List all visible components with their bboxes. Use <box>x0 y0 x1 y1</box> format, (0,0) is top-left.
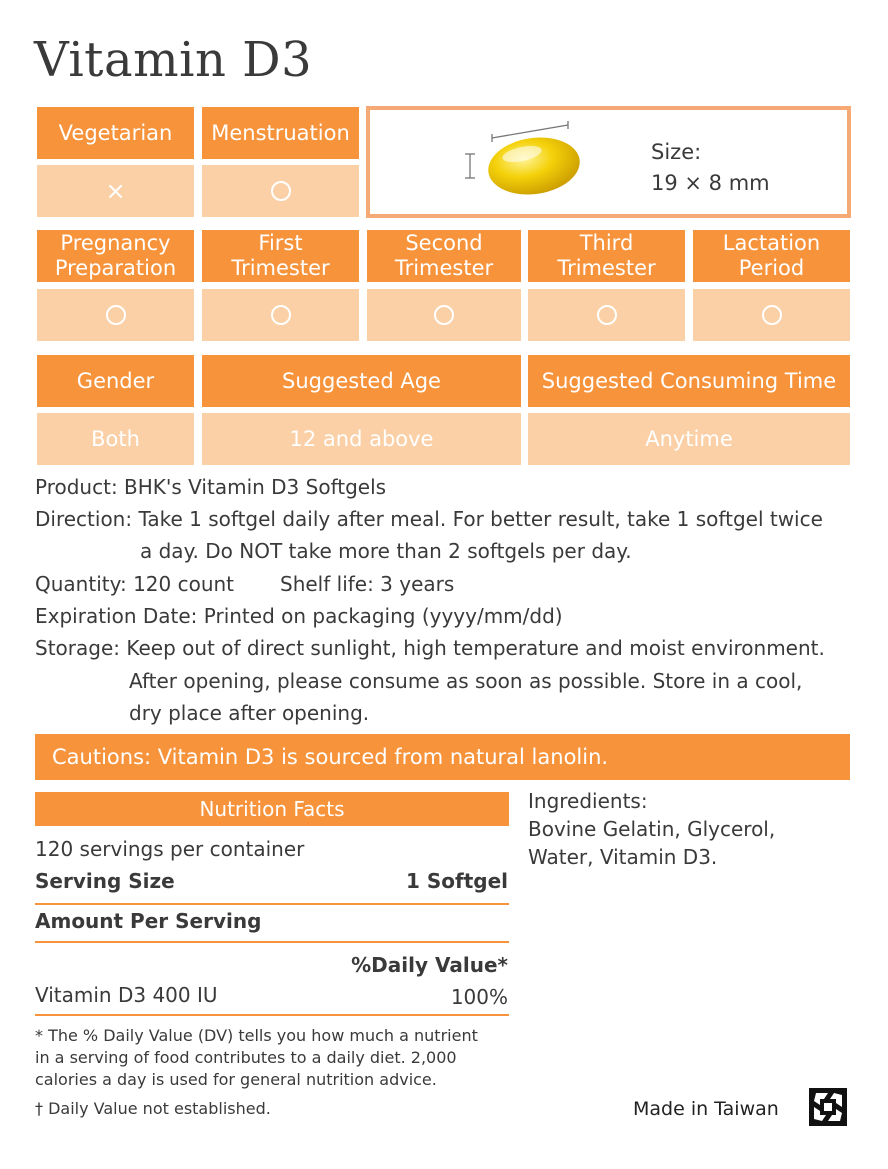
quantity-line: Quantity: 120 count <box>35 572 235 596</box>
recycle-icon <box>808 1087 848 1127</box>
softgel-icon <box>460 116 600 206</box>
dagger-footnote: † Daily Value not established. <box>35 1099 271 1118</box>
cross-mark-icon: × <box>105 177 126 205</box>
nutrition-facts-header: Nutrition Facts <box>35 792 509 826</box>
footnote-line: * The % Daily Value (DV) tells you how much a nutrient <box>35 1026 478 1045</box>
made-in-label: Made in Taiwan <box>633 1098 779 1120</box>
gender-value: Both <box>37 413 194 465</box>
storage-line-continued: After opening, please consume as soon as possible. Store in a cool, <box>129 669 803 693</box>
stage-header-first-trimester <box>202 230 359 282</box>
page-title: Vitamin D3 <box>34 32 313 88</box>
stage-header-lactation-period <box>693 230 850 282</box>
menstruation-header: Menstruation <box>202 107 359 159</box>
ingredients-line: Bovine Gelatin, Glycerol, <box>528 817 776 841</box>
circle-mark-icon <box>434 305 454 325</box>
stage-label-line1: Second <box>405 231 483 255</box>
expiration-line: Expiration Date: Printed on packaging (yyyy/mm/dd) <box>35 604 563 628</box>
circle-mark-icon <box>597 305 617 325</box>
suggested-age-header: Suggested Age <box>202 355 521 407</box>
footnote <box>35 1025 478 1091</box>
circle-mark-icon <box>271 305 291 325</box>
direction-line: Direction: Take 1 softgel daily after meal. For better result, take 1 softgel twice <box>35 507 823 531</box>
ingredients-line: Water, Vitamin D3. <box>528 845 718 869</box>
stage-value-pregnancy-preparation <box>37 289 194 341</box>
stage-header-second-trimester <box>367 230 521 282</box>
stage-label-line2: Trimester <box>394 256 494 280</box>
ingredients-label: Ingredients: <box>528 789 648 813</box>
servings-per-container: 120 servings per container <box>35 837 305 861</box>
stage-label-line1: First <box>258 231 303 255</box>
stage-header-pregnancy-preparation <box>37 230 194 282</box>
menstruation-value-cell <box>202 165 359 217</box>
stage-value-third-trimester <box>528 289 685 341</box>
stage-label-line2: Preparation <box>54 256 177 280</box>
direction-line-continued: a day. Do NOT take more than 2 softgels per day. <box>140 539 632 563</box>
product-line: Product: BHK's Vitamin D3 Softgels <box>35 475 387 499</box>
shelf-life-line: Shelf life: 3 years <box>280 572 455 596</box>
size-box <box>366 106 851 218</box>
stage-label-line1: Pregnancy <box>60 231 171 255</box>
circle-mark-icon <box>762 305 782 325</box>
serving-size-value: 1 Softgel <box>405 869 508 893</box>
footnote-line: calories a day is used for general nutrition advice. <box>35 1070 437 1089</box>
divider <box>35 941 509 943</box>
circle-mark-icon <box>106 305 126 325</box>
vegetarian-value-cell <box>37 165 194 217</box>
vegetarian-header: Vegetarian <box>37 107 194 159</box>
footnote-line: in a serving of food contributes to a daily diet. 2,000 <box>35 1048 457 1067</box>
nutrient-daily-value: 100% <box>450 985 508 1009</box>
circle-mark-icon <box>271 181 291 201</box>
stage-label-line1: Lactation <box>722 231 821 255</box>
ingredients <box>528 787 775 871</box>
serving-size-label: Serving Size <box>35 869 175 893</box>
daily-value-heading: %Daily Value* <box>351 953 508 977</box>
stage-label-line2: Trimester <box>231 256 330 280</box>
nutrient-name: Vitamin D3 400 IU <box>35 983 218 1007</box>
stage-value-lactation-period <box>693 289 850 341</box>
suggested-time-header: Suggested Consuming Time <box>528 355 850 407</box>
stage-label-line2: Trimester <box>557 256 656 280</box>
divider <box>35 1014 509 1016</box>
stage-value-second-trimester <box>367 289 521 341</box>
size-value: 19 × 8 mm <box>651 171 770 195</box>
stage-label-line1: Third <box>579 231 634 255</box>
size-label: Size: <box>651 140 702 164</box>
storage-line: Storage: Keep out of direct sunlight, high temperature and moist environment. <box>35 636 825 660</box>
stage-value-first-trimester <box>202 289 359 341</box>
amount-per-serving-label: Amount Per Serving <box>35 909 262 933</box>
stage-label-line2: Period <box>738 256 805 280</box>
divider <box>35 903 509 905</box>
suggested-time-value: Anytime <box>528 413 850 465</box>
storage-line-continued: dry place after opening. <box>129 701 370 725</box>
stage-header-third-trimester <box>528 230 685 282</box>
gender-header: Gender <box>37 355 194 407</box>
caution-banner: Cautions: Vitamin D3 is sourced from natural lanolin. <box>35 734 850 780</box>
suggested-age-value: 12 and above <box>202 413 521 465</box>
